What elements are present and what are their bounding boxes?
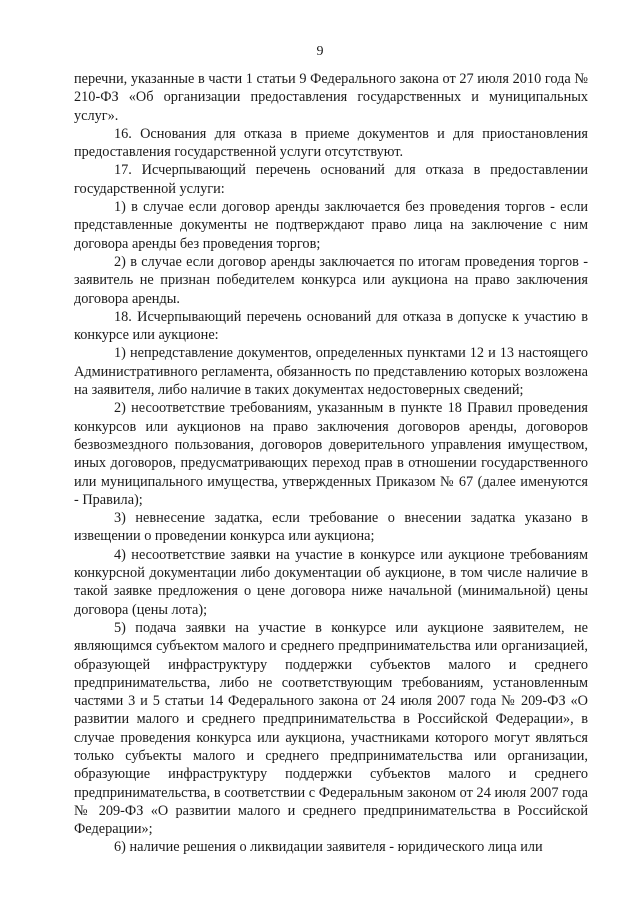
paragraph-16: 16. Основания для отказа в приеме документов и для приостановления предоставления государственной услуги отсутствуют. [74, 125, 588, 161]
paragraph-18-item-1: 1) непредставление документов, определенных пунктами 12 и 13 настоящего Административного регламента, обязанность по представлению которых возложена на заявителя, либо наличие в таких документах недостоверных сведений; [74, 345, 588, 399]
paragraph-18-item-4: 4) несоответствие заявки на участие в конкурсе или аукционе требованиям конкурсной документации либо документации об аукционе, в том числе наличие в такой заявке предложения о цене договора ниже начальной (минимальной) цены договора (цены лота); [74, 546, 588, 618]
paragraph-17-item-2: 2) в случае если договор аренды заключается по итогам проведения торгов - заявитель не признан победителем конкурса или аукциона на право заключения договора аренды. [74, 253, 588, 307]
paragraph-18-item-6: 6) наличие решения о ликвидации заявителя - юридического лица или [114, 839, 543, 856]
page-number: 9 [316, 44, 324, 59]
paragraph-18-item-3: 3) невнесение задатка, если требование о внесении задатка указано в извещении о проведении конкурса или аукциона; [74, 510, 588, 545]
paragraph-intro: перечни, указанные в части 1 статьи 9 Федерального закона от 27 июля 2010 года № 210-ФЗ «Об организации предоставления государственных и муниципальных услуг». [74, 71, 588, 124]
body-text [74, 70, 588, 857]
paragraph-18-item-2: 2) несоответствие требованиям, указанным в пункте 18 Правил проведения конкурсов или аукционов на право заключения договоров аренды, договоров безвозмездного пользования, договоров доверительного управления имуществом, иных договоров, предусматривающих переход прав в отношении государственного или муниципального имущества, утвержденных Приказом № 67 (далее именуются - Правила); [74, 400, 588, 508]
paragraph-17: 17. Исчерпывающий перечень оснований для отказа в предоставлении государственной услуги: [74, 162, 588, 197]
paragraph-18-item-5: 5) подача заявки на участие в конкурсе или аукционе заявителем, не являющимся субъектом малого и среднего предпринимательства или организацией, образующей инфраструктуру поддержки субъектов малого и среднего предпринимательства, либо не соответствующим требованиям, установленным частями 3 и 5 статьи 14 Федерального закона от 24 июля 2007 года № 209-ФЗ «О развитии малого и среднего предпринимательства в Российской Федерации», в случае проведения конкурса или аукциона, участниками которого могут являться только субъекты малого и среднего предпринимательства или организации, образующие инфраструктуру поддержки субъектов малого и среднего предпринимательства, в соответствии с Федеральным законом от 24 июля 2007 года № 209-ФЗ «О развитии малого и среднего предпринимательства в Российской Федерации»; [74, 619, 588, 838]
paragraph-17-item-1: 1) в случае если договор аренды заключается без проведения торгов - если представленные документы не подтверждают право лица на заключение с ним договора аренды без проведения торгов; [74, 199, 588, 252]
paragraph-18: 18. Исчерпывающий перечень оснований для отказа в допуске к участию в конкурсе или аукционе: [74, 308, 588, 344]
